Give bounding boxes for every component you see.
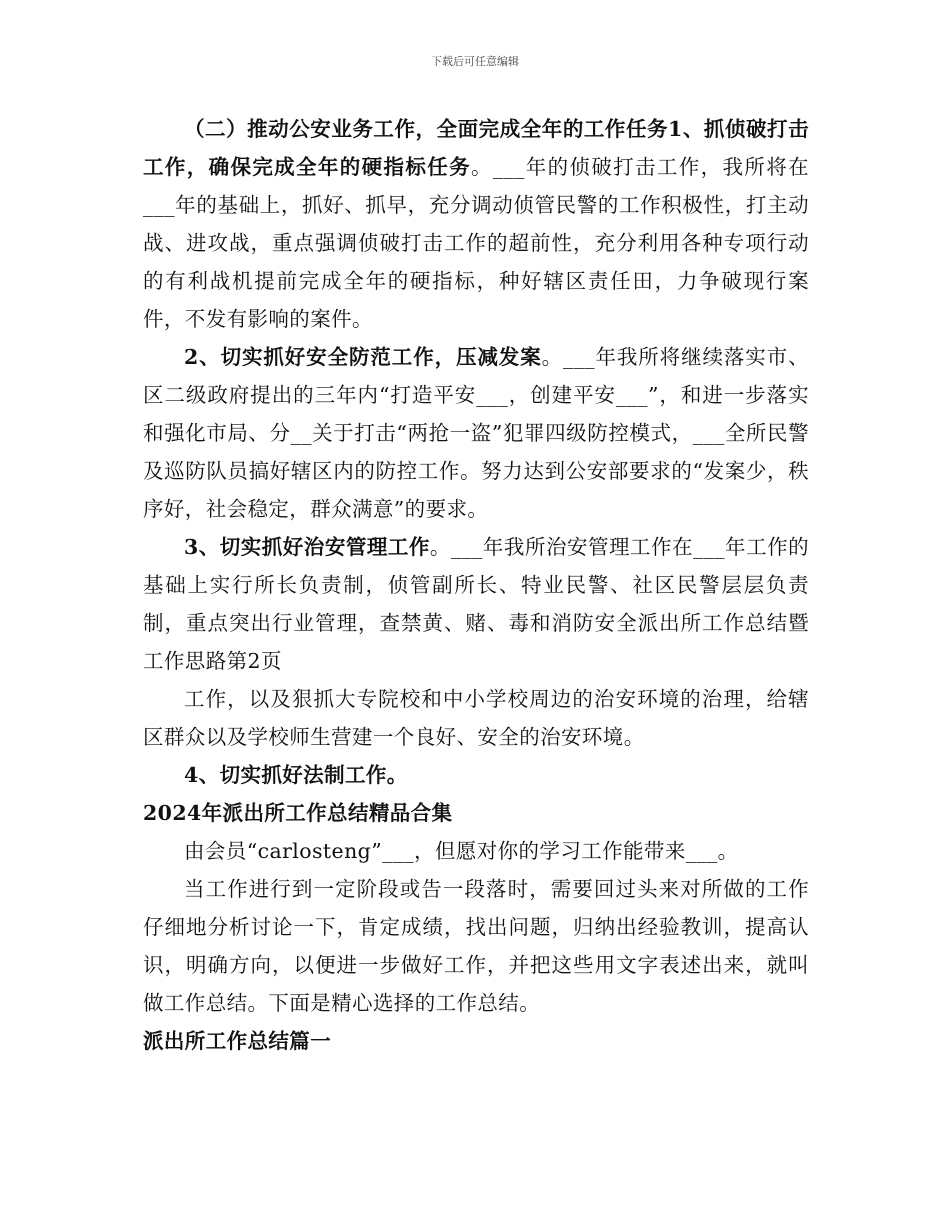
paragraph-5-heading: 4、切实抓好法制工作。 [184,763,408,787]
paragraph-6: 由会员“carlosteng”___，但愿对你的学习工作能带来___。 [184,839,739,863]
paragraph-2-heading: 2、切实抓好安全防范工作，压减发案 [184,345,542,369]
paragraph-4: 工作，以及狠抓大专院校和中小学校周边的治安环境的治理，给辖区群众以及学校师生营建一个良好、安全的治安环境。 [143,687,809,749]
paragraph-2-text: 。___年我所将继续落实市、区二级政府提出的三年内“打造平安___，创建平安___”，和进一步落实和强化市局、分__关于打击“两抢一盗”犯罪四级防控模式，___全所民警及巡防队员搞好辖区内的防控工作。努力达到公安部要求的“发案少，秩序好，社会稳定，群众满意”的要求。 [143,345,809,521]
paragraph-3-heading: 3、切实抓好治安管理工作 [184,535,430,559]
paragraph-1-heading: （二）推动公安业务工作，全面完成全年的工作任务1、抓侦破打击工作，确保完成全年的硬指标任务 [143,117,809,179]
page-header: 下载后可任意编辑 [431,55,519,68]
paragraph-2 [143,338,809,528]
subsection-title: 派出所工作总结篇一 [143,1029,332,1053]
section-title: 2024年派出所工作总结精品合集 [143,801,453,825]
document-body [143,110,809,1060]
paragraph-7: 当工作进行到一定阶段或告一段落时，需要回过头来对所做的工作仔细地分析讨论一下，肯定成绩，找出问题，归纳出经验教训，提高认识，明确方向，以便进一步做好工作，并把这些用文字表述出来，就叫做工作总结。下面是精心选择的工作总结。 [143,877,809,1015]
paragraph-3 [143,528,809,680]
paragraph-3-text: 。___年我所治安管理工作在___年工作的基础上实行所长负责制，侦管副所长、特业民警、社区民警层层负责制，重点突出行业管理，查禁黄、赌、毒和消防安全派出所工作总结暨工作思路第2页 [143,535,809,673]
paragraph-1 [143,110,809,338]
paragraph-1-text: 。___年的侦破打击工作，我所将在___年的基础上，抓好、抓早，充分调动侦管民警的工作积极性，打主动战、进攻战，重点强调侦破打击工作的超前性，充分利用各种专项行动的有利战机提前完成全年的硬指标，种好辖区责任田，力争破现行案件，不发有影响的案件。 [143,155,809,331]
